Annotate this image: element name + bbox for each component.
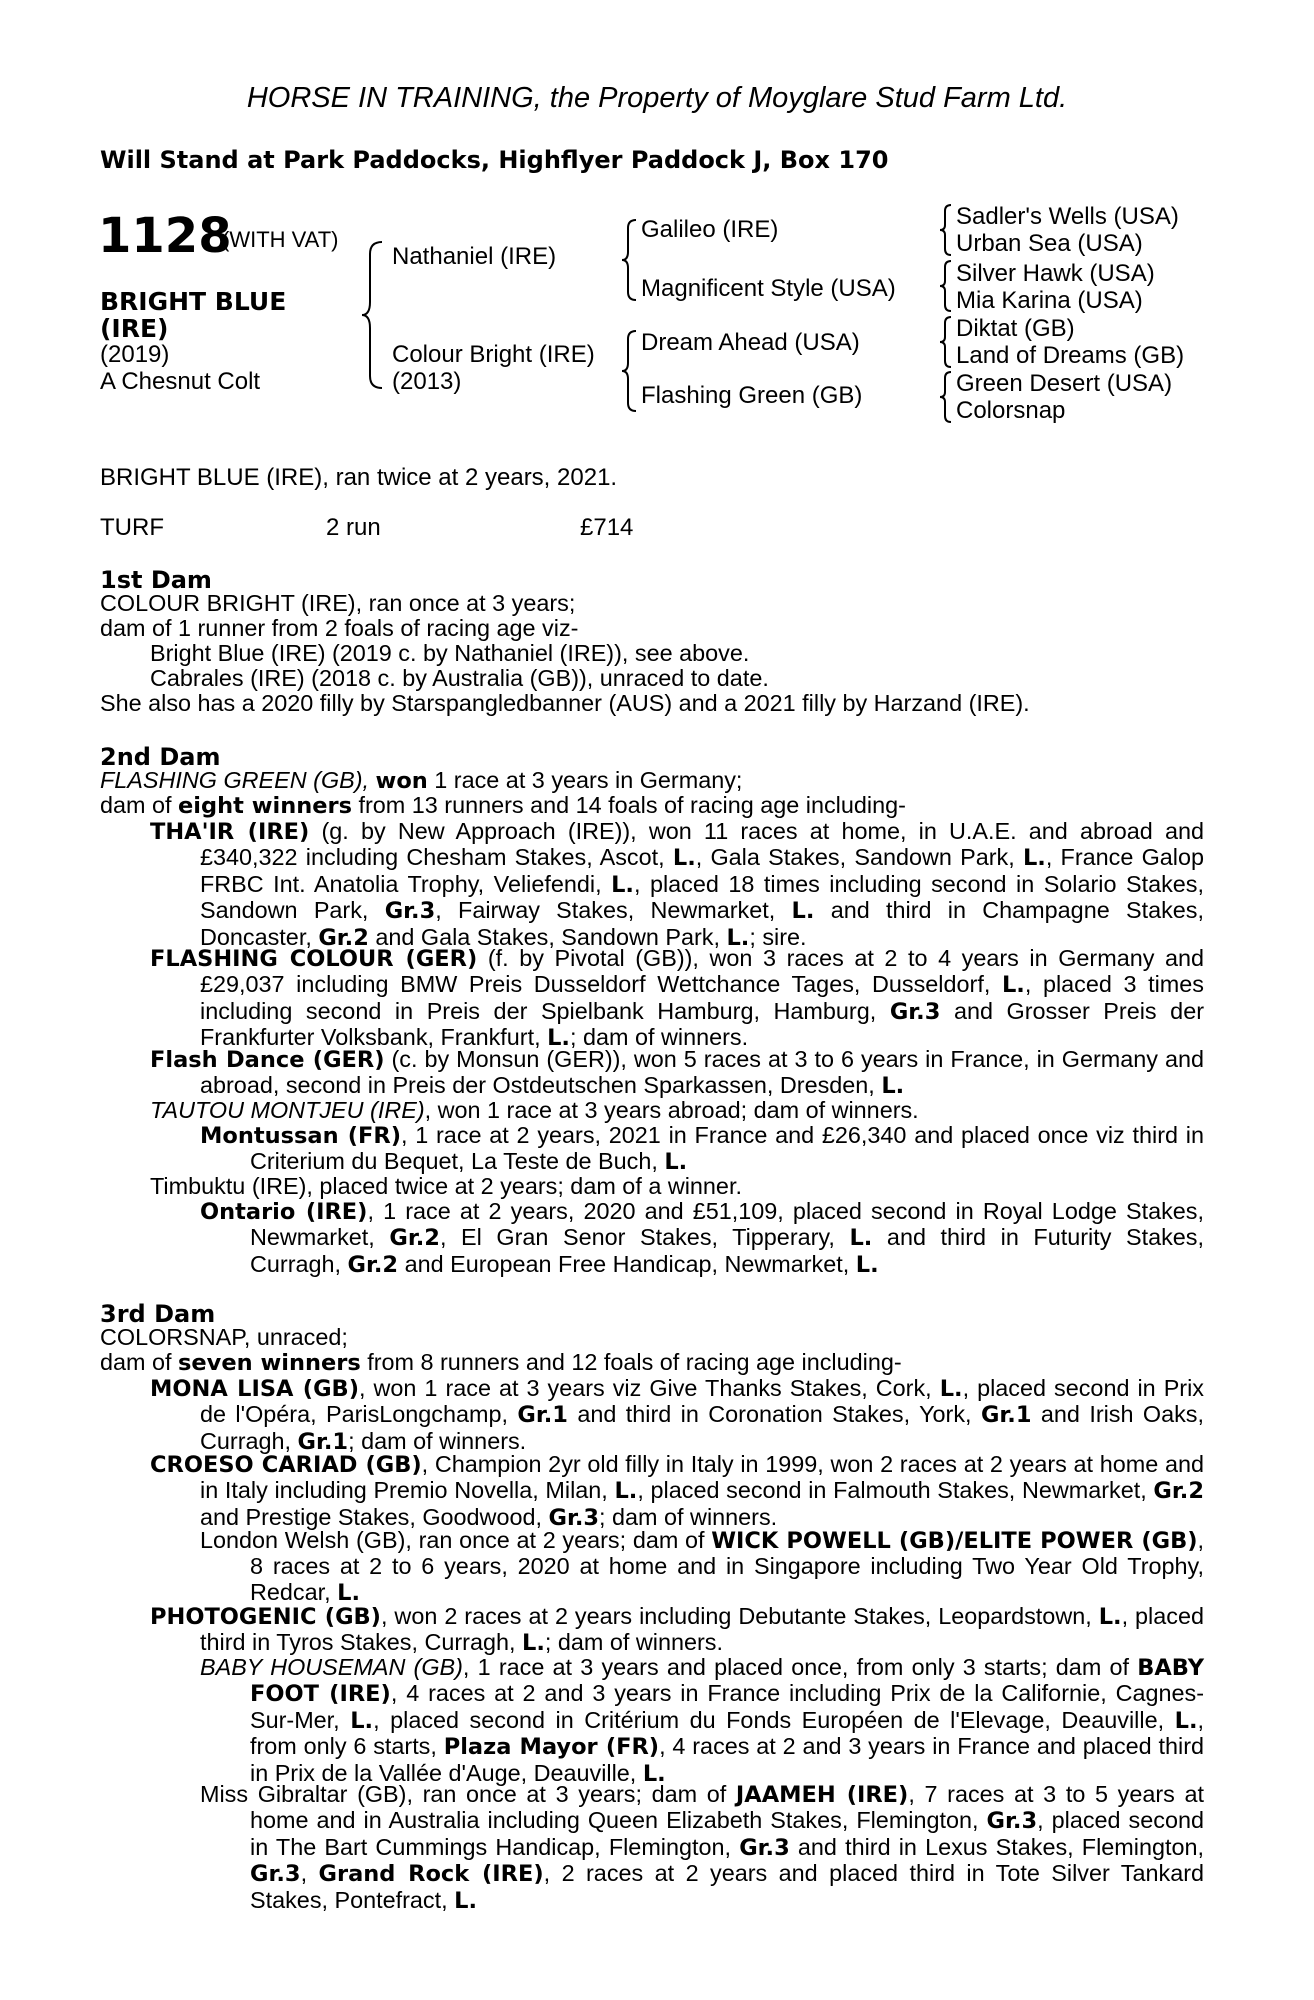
pedigree-main-brace	[360, 240, 390, 390]
second-dam-heading: 2nd Dam	[100, 743, 221, 771]
first-dam-line-2: dam of 1 runner from 2 foals of racing age viz-	[100, 615, 579, 641]
bold-highlight: Gr.2	[1153, 1478, 1204, 1505]
bold-highlight: CROESO CARIAD (GB)	[150, 1452, 422, 1478]
bold-highlight: Gr.3	[986, 1808, 1038, 1835]
pedigree-brace-dam	[620, 329, 640, 414]
bold-highlight: L.	[855, 1251, 879, 1278]
stand-location: Will Stand at Park Paddocks, Highflyer Paddock J, Box 170	[100, 146, 889, 174]
pedigree-brace-ggp-1	[938, 203, 954, 257]
italic-name: BABY HOUSEMAN (GB)	[200, 1654, 463, 1680]
progeny-entry: Timbuktu (IRE), placed twice at 2 years; dam of a winner.	[150, 1173, 742, 1199]
pedigree-gp-2: Magnificent Style (USA)	[641, 275, 896, 302]
bold-highlight: THA'IR (IRE)	[150, 819, 310, 845]
vat-note: (WITH VAT)	[222, 227, 339, 252]
bold-highlight: L.	[521, 1630, 545, 1657]
bold-highlight: Ontario (IRE)	[200, 1199, 368, 1225]
bold-highlight: Gr.1	[517, 1402, 568, 1429]
bold-highlight: PHOTOGENIC (GB)	[150, 1604, 381, 1630]
pedigree-brace-ggp-2	[938, 259, 954, 313]
bold-highlight: Montussan (FR)	[200, 1123, 401, 1149]
bold-highlight: Gr.3	[384, 898, 436, 925]
third-dam-heading: 3rd Dam	[100, 1300, 216, 1328]
pedigree-ggp-2: Urban Sea (USA)	[956, 230, 1143, 257]
third-dam-intro: COLORSNAP, unraced;	[100, 1324, 348, 1350]
second-dam-intro	[100, 768, 742, 794]
earnings: £714	[580, 514, 634, 541]
lot-number: 1128	[98, 208, 232, 264]
progeny-entry: Montussan (FR), 1 race at 2 years, 2021 in France and £26,340 and placed once viz third in Criterium du Bequet, La Teste de Buch, L.	[200, 1122, 1204, 1176]
bold-highlight: Gr.3	[739, 1834, 790, 1861]
pedigree-gp-1: Galileo (IRE)	[641, 216, 779, 243]
first-dam-heading: 1st Dam	[100, 566, 212, 594]
bold-highlight: L.	[1001, 972, 1025, 999]
second-dam-record: 1 race at 3 years in Germany;	[427, 767, 743, 793]
pedigree-ggp-3: Silver Hawk (USA)	[956, 260, 1155, 287]
pedigree-ggp-8: Colorsnap	[956, 397, 1066, 424]
bold-highlight: L.	[1022, 845, 1046, 872]
bold-highlight: Gr.1	[980, 1402, 1032, 1429]
bold-highlight: Gr.3	[548, 1504, 600, 1531]
italic-name: TAUTOU MONTJEU (IRE)	[150, 1097, 425, 1123]
pedigree-sire: Nathaniel (IRE)	[392, 243, 557, 270]
bold-highlight: L.	[547, 1025, 570, 1052]
bold-highlight: Gr.1	[297, 1428, 349, 1455]
third-dam-winners: seven winners	[178, 1350, 361, 1376]
first-dam-line-4: Cabrales (IRE) (2018 c. by Australia (GB)), unraced to date.	[150, 665, 769, 691]
bold-highlight: Flash Dance (GER)	[150, 1047, 385, 1073]
progeny-entry: Ontario (IRE), 1 race at 2 years, 2020 and £51,109, placed second in Royal Lodge Stakes, Newmarket, Gr.2, El Gran Senor Stakes, Tipperary, L. and third in Futurity Stakes, Curragh, Gr.2 and European Free Handicap, Newmarket, L.	[200, 1198, 1205, 1278]
bold-highlight: Gr.2	[389, 1225, 440, 1252]
pedigree-ggp-7: Green Desert (USA)	[956, 370, 1173, 397]
progeny-entry: MONA LISA (GB), won 1 race at 3 years viz Give Thanks Stakes, Cork, L., placed second in Prix de l'Opéra, ParisLongchamp, Gr.1 and third in Coronation Stakes, York, Gr.1 and Irish Oaks, Curragh, Gr.1; dam of winners.	[150, 1375, 1204, 1455]
bold-highlight: L.	[881, 1073, 905, 1100]
progeny-entry: BABY HOUSEMAN (GB), 1 race at 3 years and placed once, from only 3 starts; dam of BABY FOOT (IRE), 4 races at 2 and 3 years in France including Prix de la Californie, Cagnes-Sur-Mer, L., placed second in Critérium du Fonds Européen de l'Elevage, Deauville, L., from only 6 starts, Plaza Mayor (FR), 4 races at 2 and 3 years in France and placed third in Prix de la Vallée d'Auge, Deauville, L.	[200, 1654, 1204, 1787]
horse-year: (2019)	[100, 341, 170, 368]
bold-highlight: Gr.3	[250, 1861, 301, 1888]
runs-count: 2 run	[326, 514, 381, 541]
pedigree-gp-4: Flashing Green (GB)	[641, 382, 863, 409]
bold-highlight: L.	[726, 924, 750, 951]
pedigree-dam: Colour Bright (IRE)	[392, 341, 595, 368]
bold-highlight: L.	[672, 845, 696, 872]
pedigree-brace-ggp-3	[938, 315, 954, 369]
progeny-entry: THA'IR (IRE) (g. by New Approach (IRE)), won 11 races at home, in U.A.E. and abroad and £340,322 including Chesham Stakes, Ascot, L., Gala Stakes, Sandown Park, L., France Galop FRBC Int. Anatolia Trophy, Veliefendi, L., placed 18 times including second in Solario Stakes, Sandown Park, Gr.3, Fairway Stakes, Newmarket, L. and third in Champagne Stakes, Doncaster, Gr.2 and Gala Stakes, Sandown Park, L.; sire.	[150, 818, 1204, 951]
pedigree-ggp-1: Sadler's Wells (USA)	[956, 203, 1179, 230]
pedigree-brace-ggp-4	[938, 370, 954, 424]
progeny-entry: CROESO CARIAD (GB), Champion 2yr old filly in Italy in 1999, won 2 races at 2 years at home and in Italy including Premio Novella, Milan, L., placed second in Falmouth Stakes, Newmarket, Gr.2 and Prestige Stakes, Goodwood, Gr.3; dam of winners.	[150, 1451, 1204, 1531]
third-dam-dam-of: dam of seven winners from 8 runners and 12 foals of racing age including-	[100, 1349, 902, 1376]
bold-highlight: Gr.3	[889, 998, 941, 1025]
bold-highlight: Plaza Mayor (FR)	[443, 1734, 660, 1761]
pedigree-dam-year: (2013)	[392, 368, 462, 395]
bold-highlight: L.	[454, 1887, 478, 1914]
pedigree-ggp-4: Mia Karina (USA)	[956, 287, 1143, 314]
progeny-entry: FLASHING COLOUR (GER) (f. by Pivotal (GB)), won 3 races at 2 to 4 years in Germany and £29,037 including BMW Preis Dusseldorf Wettchance Tages, Dusseldorf, L., placed 3 times including second in Preis der Spielbank Hamburg, Hamburg, Gr.3 and Grosser Preis der Frankfurter Volksbank, Frankfurt, L.; dam of winners.	[150, 945, 1205, 1052]
bold-highlight: L.	[791, 898, 815, 925]
bold-highlight: L.	[611, 871, 634, 898]
bold-highlight: L.	[849, 1225, 873, 1252]
pedigree-brace-sire	[620, 218, 640, 303]
bold-highlight: Gr.2	[347, 1251, 399, 1278]
surface-label: TURF	[100, 514, 164, 541]
second-dam-won: won	[375, 768, 428, 794]
bold-highlight: L.	[337, 1579, 360, 1606]
horse-name: BRIGHT BLUE (IRE)	[100, 287, 287, 343]
second-dam-winners: eight winners	[178, 793, 352, 819]
progeny-entry: PHOTOGENIC (GB), won 2 races at 2 years including Debutante Stakes, Leopardstown, L., placed third in Tyros Stakes, Curragh, L.; dam of winners.	[150, 1603, 1204, 1657]
second-dam-dam-of: dam of eight winners from 13 runners and 14 foals of racing age including-	[100, 792, 906, 819]
bold-highlight: L.	[1098, 1604, 1122, 1630]
first-dam-line-1: COLOUR BRIGHT (IRE), ran once at 3 years;	[100, 590, 576, 616]
second-dam-name: FLASHING GREEN (GB),	[100, 767, 376, 793]
bold-highlight: WICK POWELL (GB)/ELITE POWER (GB)	[711, 1528, 1198, 1554]
bold-highlight: Grand Rock (IRE)	[318, 1861, 544, 1888]
pedigree-gp-3: Dream Ahead (USA)	[641, 329, 860, 356]
bold-highlight: Gr.2	[318, 924, 369, 951]
catalogue-header: HORSE IN TRAINING, the Property of Moyglare Stud Farm Ltd.	[246, 82, 1068, 114]
progeny-entry: Flash Dance (GER) (c. by Monsun (GER)), won 5 races at 3 to 6 years in France, in Germany and abroad, second in Preis der Ostdeutschen Sparkassen, Dresden, L.	[150, 1046, 1204, 1100]
progeny-entry: London Welsh (GB), ran once at 2 years; dam of WICK POWELL (GB)/ELITE POWER (GB), 8 races at 2 to 6 years, 2020 at home and in Singapore including Two Year Old Trophy, Redcar, L.	[200, 1527, 1204, 1606]
progeny-entry: Miss Gibraltar (GB), ran once at 3 years; dam of JAAMEH (IRE), 7 races at 3 to 5 years at home and in Australia including Queen Elizabeth Stakes, Flemington, Gr.3, placed second in The Bart Cummings Handicap, Flemington, Gr.3 and third in Lexus Stakes, Flemington, Gr.3, Grand Rock (IRE), 2 races at 2 years and placed third in Tote Silver Tankard Stakes, Pontefract, L.	[200, 1781, 1205, 1914]
bold-highlight: MONA LISA (GB)	[150, 1376, 359, 1402]
horse-description: A Chesnut Colt	[100, 368, 261, 395]
race-summary: BRIGHT BLUE (IRE), ran twice at 2 years, 2021.	[100, 464, 618, 491]
bold-highlight: L.	[614, 1478, 638, 1505]
bold-highlight: L.	[939, 1376, 963, 1402]
bold-highlight: L.	[1174, 1707, 1198, 1734]
bold-highlight: L.	[642, 1760, 666, 1787]
bold-highlight: L.	[664, 1149, 688, 1176]
bold-highlight: FLASHING COLOUR (GER)	[150, 946, 478, 972]
bold-highlight: BABY FOOT (IRE)	[250, 1655, 1204, 1708]
pedigree-ggp-5: Diktat (GB)	[956, 315, 1075, 342]
bold-highlight: JAAMEH (IRE)	[735, 1782, 909, 1808]
first-dam-line-3: Bright Blue (IRE) (2019 c. by Nathaniel (IRE)), see above.	[150, 640, 750, 666]
first-dam-line-5: She also has a 2020 filly by Starspangledbanner (AUS) and a 2021 filly by Harzand (IRE).	[100, 690, 1030, 716]
progeny-entry: TAUTOU MONTJEU (IRE), won 1 race at 3 years abroad; dam of winners.	[150, 1097, 919, 1123]
pedigree-ggp-6: Land of Dreams (GB)	[956, 342, 1185, 369]
bold-highlight: L.	[350, 1707, 374, 1734]
